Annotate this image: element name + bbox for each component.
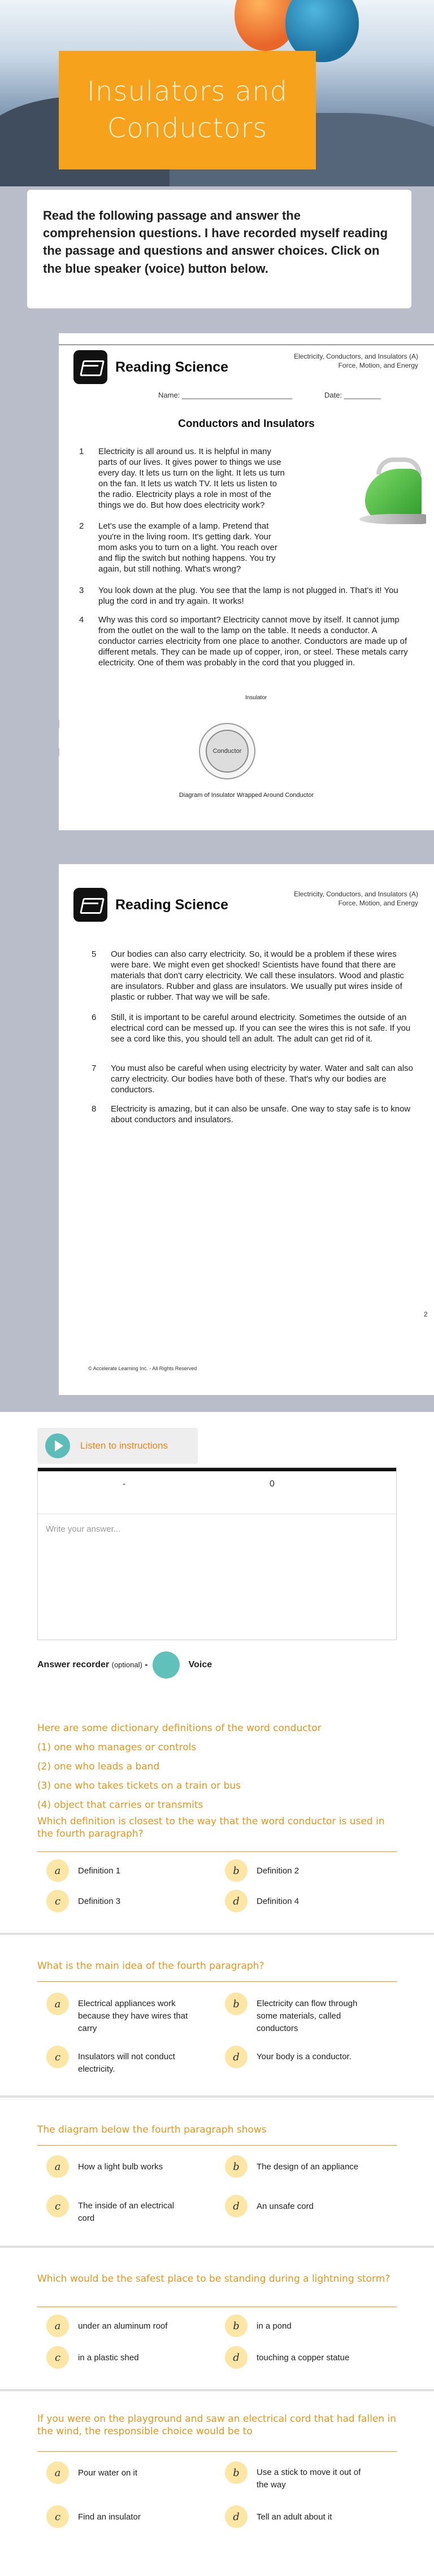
paragraph-number: 4 <box>79 615 84 625</box>
option-letter: c <box>46 2505 69 2528</box>
passage-heading: Conductors and Insulators <box>178 418 315 430</box>
option-letter: d <box>225 1890 248 1912</box>
insulator-label: Insulator <box>245 695 267 701</box>
meta-line: Electricity, Conductors, and Insulators (A) <box>294 352 418 360</box>
toolbar-minus-button[interactable]: - <box>123 1479 126 1489</box>
option-text: under an aluminum roof <box>78 2321 168 2331</box>
paragraph-text: Our bodies can also carry electricity. So, it would be a problem if these wires were bare. We might even get shocked! Scientists have found that there are materials that don't carry electricity. We call these insulators. Wood and plastic are insulators. Rubber and glass are insulators. We usually put wires inside of plastic or rubber. That way we will be safe. <box>111 949 404 1002</box>
definitions-intro: Here are some dictionary definitions of the word conductor <box>37 1723 322 1734</box>
option-text: Tell an adult about it <box>257 2512 332 2522</box>
book-icon <box>73 350 107 384</box>
paragraph <box>92 1104 416 1125</box>
option-letter: a <box>46 2155 69 2178</box>
hero-banner <box>0 0 434 186</box>
listen-instructions-button[interactable] <box>37 1428 198 1464</box>
brand-title: Reading Science <box>115 897 229 913</box>
paragraph-text: You look down at the plug. You see that the lamp is not plugged in. That's it! You plug the cord in and try again. It works! <box>98 586 398 607</box>
paragraph <box>92 1063 416 1095</box>
paragraph-number: 1 <box>79 447 84 456</box>
paragraph-number: 2 <box>79 521 84 531</box>
play-icon[interactable] <box>45 1433 70 1458</box>
question-divider <box>37 1851 397 1852</box>
answer-option[interactable] <box>225 2155 370 2178</box>
answer-option[interactable] <box>225 1859 370 1882</box>
paragraph-text: Electricity is amazing, but it can also be unsafe. One way to stay safe is to know about conductors and insulators. <box>111 1104 411 1125</box>
instructions-card <box>27 190 411 308</box>
answer-option[interactable] <box>225 2315 370 2337</box>
paragraph <box>79 585 415 607</box>
meta-line: Force, Motion, and Energy <box>338 899 418 907</box>
voice-label: Voice <box>188 1660 212 1670</box>
answer-option[interactable] <box>225 1890 370 1912</box>
answer-option[interactable] <box>46 2195 191 2225</box>
option-letter: b <box>225 2315 248 2337</box>
conductor-label: Conductor <box>212 748 242 755</box>
paragraph <box>79 446 285 511</box>
paragraph <box>79 614 415 668</box>
option-text: touching a copper statue <box>257 2353 350 2363</box>
answer-option[interactable] <box>46 2461 191 2484</box>
answer-editor[interactable] <box>37 1467 397 1640</box>
answer-option[interactable] <box>46 2315 191 2337</box>
worksheet-meta <box>294 352 418 370</box>
option-text: An unsafe cord <box>257 2202 314 2211</box>
option-letter: b <box>225 1993 248 2015</box>
option-text: Find an insulator <box>78 2512 141 2522</box>
answer-option[interactable] <box>46 2505 191 2528</box>
option-text: Definition 4 <box>257 1897 300 1906</box>
paragraph <box>79 521 285 574</box>
option-letter: a <box>46 2461 69 2484</box>
meta-line: Force, Motion, and Energy <box>338 361 418 369</box>
option-letter: d <box>225 2195 248 2217</box>
option-letter: b <box>225 1859 248 1882</box>
definition-item: (4) object that carries or transmits <box>37 1799 203 1811</box>
option-letter: b <box>225 2461 248 2484</box>
worksheet-page-1 <box>59 333 434 830</box>
option-text: Electrical appliances work because they have wires that carry <box>78 1999 188 2033</box>
toolbar-zero-button[interactable]: 0 <box>270 1479 275 1489</box>
paragraph-number: 8 <box>92 1104 97 1114</box>
question-divider <box>37 2145 397 2146</box>
conductor-diagram-core <box>206 730 249 773</box>
option-letter: a <box>46 2315 69 2337</box>
worksheet-meta <box>294 890 418 908</box>
answer-option[interactable] <box>46 2046 191 2076</box>
date-field-label: Date: _________ <box>324 391 381 399</box>
question-prompt: Which would be the safest place to be standing during a lightning storm? <box>37 2273 390 2285</box>
answer-option[interactable] <box>46 1890 191 1912</box>
brand-title: Reading Science <box>115 359 229 375</box>
paragraph-number: 3 <box>79 586 84 595</box>
clothes-iron-image <box>359 446 427 531</box>
paragraph-number: 5 <box>92 949 97 959</box>
question-divider <box>37 1981 397 1982</box>
option-text: How a light bulb works <box>78 2162 163 2172</box>
title-box <box>59 51 316 169</box>
option-letter: a <box>46 1859 69 1882</box>
option-text: Definition 1 <box>78 1866 121 1876</box>
name-field-label: Name: ___________________________ <box>158 391 293 399</box>
option-letter: d <box>225 2505 248 2528</box>
book-icon <box>73 888 107 922</box>
option-letter: c <box>46 2046 69 2068</box>
answer-option[interactable] <box>46 1993 191 2034</box>
option-text: in a plastic shed <box>78 2353 139 2363</box>
editor-toolbar <box>38 1471 396 1514</box>
section-separator <box>0 2246 434 2248</box>
answer-option[interactable] <box>225 2505 370 2528</box>
paragraph-text: Why was this cord so important? Electricity cannot move by itself. It cannot jump from the outlet on the wall to the lamp on the table. It needs a conductor. A conductor carries electricity from one place to another. Conductors are made up of different metals. They can be made up of copper, iron, or steel. These metals carry electricity. One of them was probably in the cord that you plugged in. <box>98 615 408 668</box>
question-prompt: If you were on the playground and saw an electrical cord that had fallen in the wind, the responsible choice would be to <box>37 2413 397 2438</box>
option-text: in a pond <box>257 2321 292 2331</box>
option-text: The inside of an electrical cord <box>78 2201 175 2223</box>
option-text: Use a stick to move it out of the way <box>257 2468 361 2490</box>
option-text: Definition 3 <box>78 1897 121 1906</box>
section-separator <box>0 1933 434 1935</box>
option-text: The design of an appliance <box>257 2162 359 2172</box>
question-prompt: Which definition is closest to the way that the word conductor is used in the fourth paragraph? <box>37 1816 385 1840</box>
option-letter: a <box>46 1993 69 2015</box>
answer-option[interactable] <box>225 2046 370 2068</box>
answer-recorder <box>37 1651 212 1679</box>
option-letter: d <box>225 2046 248 2068</box>
option-letter: c <box>46 2195 69 2217</box>
instructions-text: Read the following passage and answer the comprehension questions. I have recorded myself reading the passage and questions and answer choices. Click on the blue speaker (voice) button below. <box>43 208 388 276</box>
paragraph-text: Still, it is important to be careful around electricity. Sometimes the outside of an electrical cord can be messed up. If you can see the wires this is not safe. If you see a cord like this, you should tell an adult. The adult can get rid of it. <box>111 1013 411 1044</box>
diagram-caption: Diagram of Insulator Wrapped Around Conductor <box>179 792 314 799</box>
definitions-block <box>0 1700 434 1830</box>
option-text: Insulators will not conduct electricity. <box>78 2052 175 2074</box>
option-text: Pour water on it <box>78 2468 138 2478</box>
page-title: Insulators and Conductors <box>86 76 288 144</box>
option-text: Electricity can flow through some materials, called conductors <box>257 1999 358 2033</box>
answer-option[interactable] <box>225 2346 370 2369</box>
question-prompt: What is the main idea of the fourth paragraph? <box>37 1960 264 1972</box>
paragraph-text: Electricity is all around us. It is helpful in many parts of our lives. It gives power to things we use every day. It lets us turn on the light. It lets us turn on the fan. It lets us watch TV. It lets us listen to the radio. Electricity plays a role in most of the things we do. But how does electricity work? <box>98 447 285 511</box>
paragraph <box>92 1012 416 1044</box>
answer-option[interactable] <box>225 1993 370 2034</box>
answer-option[interactable] <box>46 2155 191 2178</box>
option-text: Definition 2 <box>257 1866 300 1876</box>
option-letter: c <box>46 1890 69 1912</box>
copyright-notice: © Accelerate Learning Inc. - All Rights Reserved <box>88 1366 197 1371</box>
paragraph-text: You must also be careful when using electricity by water. Water and salt can also carry electricity. Our bodies have both of these. That's why our bodies are conductors. <box>111 1063 413 1095</box>
worksheet-page-2 <box>59 864 434 1395</box>
definition-item: (2) one who leads a band <box>37 1761 160 1772</box>
question-divider <box>37 2451 397 2452</box>
definition-item: (1) one who manages or controls <box>37 1742 197 1753</box>
option-letter: d <box>225 2346 248 2369</box>
listen-label: Listen to instructions <box>80 1440 168 1451</box>
answer-option[interactable] <box>46 2346 191 2369</box>
question-prompt: The diagram below the fourth paragraph shows <box>37 2124 267 2135</box>
record-button[interactable] <box>153 1651 180 1679</box>
definition-item: (3) one who takes tickets on a train or bus <box>37 1780 241 1792</box>
answer-option[interactable] <box>225 2195 370 2217</box>
section-separator <box>0 2095 434 2098</box>
paragraph-number: 6 <box>92 1013 97 1022</box>
option-text: Your body is a conductor. <box>257 2052 351 2061</box>
answer-input-placeholder[interactable]: Write your answer... <box>46 1524 121 1534</box>
paragraph-text: Let's use the example of a lamp. Pretend that you're in the living room. It's getting dark. Your mom asks you to turn on a light. You reach over and flip the switch but nothing happens. You try again, but still nothing. What's wrong? <box>98 521 277 574</box>
option-letter: c <box>46 2346 69 2369</box>
option-letter: b <box>225 2155 248 2178</box>
answer-option[interactable] <box>225 2461 370 2491</box>
page-number: 2 <box>424 1310 428 1318</box>
recorder-label: Answer recorder (optional) - <box>37 1660 148 1670</box>
paragraph-number: 7 <box>92 1063 97 1073</box>
meta-line: Electricity, Conductors, and Insulators (A) <box>294 890 418 898</box>
answer-option[interactable] <box>46 1859 191 1882</box>
section-separator <box>0 2389 434 2391</box>
paragraph <box>92 949 416 1002</box>
